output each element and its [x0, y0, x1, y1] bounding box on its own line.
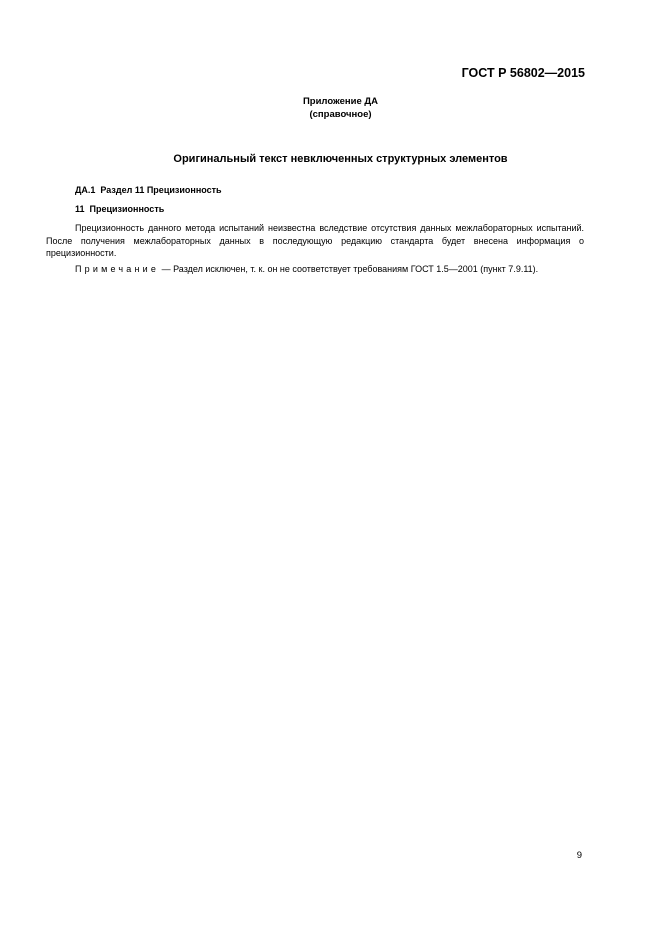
paragraph-precision: Прецизионность данного метода испытаний неизвестна вследствие отсутствия данных межлабораторных испытаний. После получения межлабораторных данных в последующую редакцию стандарта будет внесена информация о прецизионности.	[46, 223, 584, 258]
appendix-subtitle: (справочное)	[309, 109, 372, 120]
subheading-da1: ДА.1 Раздел 11 Прецизионность	[75, 185, 222, 195]
note	[75, 264, 538, 274]
subheading-11: 11 Прецизионность	[75, 204, 165, 214]
note-label: Примечание	[75, 264, 160, 274]
standard-code: ГОСТ Р 56802—2015	[461, 66, 585, 80]
appendix-title: Приложение ДА	[302, 96, 379, 107]
section-heading: Оригинальный текст невключенных структурных элементов	[173, 153, 508, 165]
note-text: — Раздел исключен, т. к. он не соответствует требованиям ГОСТ 1.5—2001 (пункт 7.9.11).	[159, 264, 539, 274]
appendix-title-block	[0, 95, 661, 121]
page-number: 9	[576, 850, 582, 861]
